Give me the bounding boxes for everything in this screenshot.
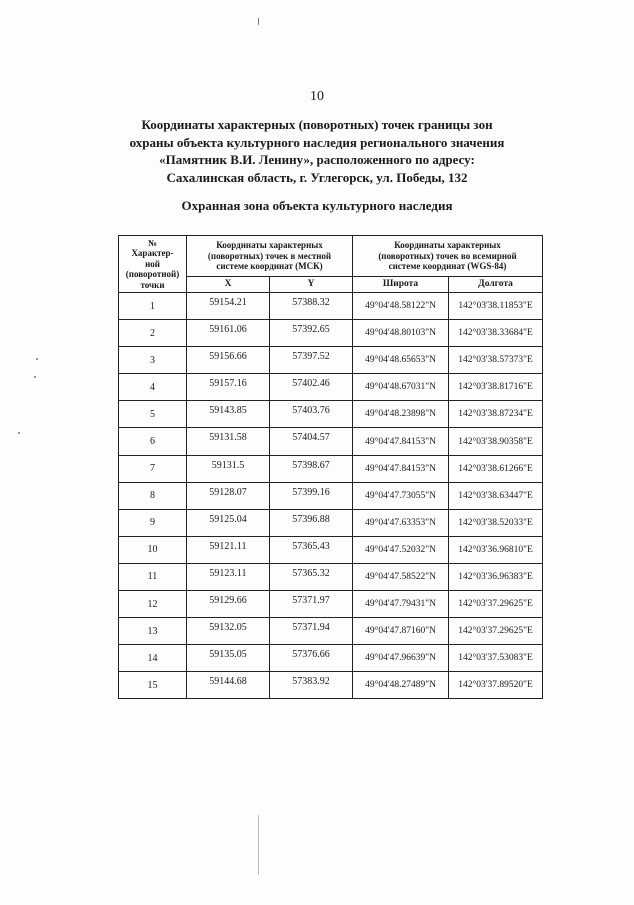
cell-x: 59132.05	[187, 618, 270, 645]
table-row	[119, 591, 543, 618]
cell-longitude: 142°03'38.87234"E	[449, 401, 543, 428]
title-line: Координаты характерных (поворотных) точек границы зон	[141, 117, 493, 132]
cell-x: 59121.11	[187, 536, 270, 563]
header-text: Характер-	[131, 248, 174, 259]
header-x: X	[187, 277, 270, 293]
header-global-coordinates	[353, 236, 543, 277]
cell-x: 59143.85	[187, 401, 270, 428]
cell-x: 59123.11	[187, 563, 270, 590]
cell-x: 59129.66	[187, 591, 270, 618]
cell-point-number: 15	[119, 672, 187, 699]
cell-x: 59157.16	[187, 374, 270, 401]
cell-latitude: 49°04'47.96639"N	[353, 645, 449, 672]
cell-y: 57399.16	[270, 482, 353, 509]
cell-point-number: 7	[119, 455, 187, 482]
table-row	[119, 374, 543, 401]
header-latitude: Широта	[353, 277, 449, 293]
cell-latitude: 49°04'47.79431"N	[353, 591, 449, 618]
cell-x: 59154.21	[187, 293, 270, 320]
cell-latitude: 49°04'47.84153"N	[353, 455, 449, 482]
cell-longitude: 142°03'38.81716"E	[449, 374, 543, 401]
cell-latitude: 49°04'48.58122"N	[353, 293, 449, 320]
header-point-number	[119, 236, 187, 293]
cell-y: 57396.88	[270, 509, 353, 536]
page-number: 10	[310, 89, 324, 104]
table-row	[119, 563, 543, 590]
cell-longitude: 142°03'38.90358"E	[449, 428, 543, 455]
cell-longitude: 142°03'37.29625"E	[449, 618, 543, 645]
cell-longitude: 142°03'38.57373"E	[449, 347, 543, 374]
table-row	[119, 672, 543, 699]
cell-x: 59144.68	[187, 672, 270, 699]
cell-y: 57365.32	[270, 563, 353, 590]
cell-point-number: 4	[119, 374, 187, 401]
cell-x: 59131.58	[187, 428, 270, 455]
cell-point-number: 10	[119, 536, 187, 563]
cell-point-number: 2	[119, 320, 187, 347]
cell-y: 57404.57	[270, 428, 353, 455]
cell-y: 57397.52	[270, 347, 353, 374]
cell-x: 59156.66	[187, 347, 270, 374]
cell-y: 57398.67	[270, 455, 353, 482]
title-line: Сахалинская область, г. Углегорск, ул. Победы, 132	[166, 169, 468, 185]
header-text: Координаты характерных	[394, 240, 501, 251]
coordinates-table-container	[118, 235, 542, 699]
header-text: №	[147, 237, 158, 248]
table-row	[119, 428, 543, 455]
cell-longitude: 142°03'36.96383"E	[449, 563, 543, 590]
cell-y: 57365.43	[270, 536, 353, 563]
cell-longitude: 142°03'37.29625"E	[449, 591, 543, 618]
cell-longitude: 142°03'36.96810"E	[449, 536, 543, 563]
header-text: Координаты характерных	[216, 240, 323, 251]
scan-speck	[36, 358, 38, 360]
cell-latitude: 49°04'47.63353"N	[353, 509, 449, 536]
cell-longitude: 142°03'37.53083"E	[449, 645, 543, 672]
header-text: ной	[145, 258, 160, 269]
cell-point-number: 1	[119, 293, 187, 320]
cell-y: 57383.92	[270, 672, 353, 699]
cell-x: 59161.06	[187, 320, 270, 347]
cell-point-number: 13	[119, 618, 187, 645]
table-row	[119, 482, 543, 509]
table-row	[119, 320, 543, 347]
scan-speck	[18, 432, 20, 434]
scan-speck	[258, 815, 259, 875]
cell-longitude: 142°03'38.61266"E	[449, 455, 543, 482]
cell-y: 57392.65	[270, 320, 353, 347]
coordinates-table	[118, 235, 543, 699]
table-row	[119, 455, 543, 482]
table-row	[119, 509, 543, 536]
cell-longitude: 142°03'38.52033"E	[449, 509, 543, 536]
title-line: «Памятник В.И. Ленину», расположенного по адресу:	[159, 152, 475, 167]
scan-speck	[34, 376, 36, 378]
cell-point-number: 3	[119, 347, 187, 374]
title-line: охраны объекта культурного наследия регионального значения	[129, 134, 505, 150]
cell-y: 57403.76	[270, 401, 353, 428]
table-row	[119, 347, 543, 374]
header-text: (поворотных) точек во всемирной	[378, 250, 517, 261]
cell-x: 59125.04	[187, 509, 270, 536]
header-local-coordinates	[187, 236, 353, 277]
cell-x: 59135.05	[187, 645, 270, 672]
table-row	[119, 645, 543, 672]
table-row	[119, 293, 543, 320]
cell-y: 57376.66	[270, 645, 353, 672]
header-longitude: Долгота	[449, 277, 543, 293]
document-title	[100, 116, 534, 186]
cell-latitude: 49°04'47.58522"N	[353, 563, 449, 590]
cell-latitude: 49°04'48.80103"N	[353, 320, 449, 347]
header-text: системе координат (МСК)	[216, 261, 323, 272]
cell-longitude: 142°03'38.11853"E	[449, 293, 543, 320]
cell-x: 59128.07	[187, 482, 270, 509]
header-text: системе координат (WGS-84)	[388, 261, 507, 272]
cell-latitude: 49°04'47.73055"N	[353, 482, 449, 509]
cell-latitude: 49°04'47.87160"N	[353, 618, 449, 645]
cell-x: 59131.5	[187, 455, 270, 482]
header-y: Y	[270, 277, 353, 293]
scan-speck	[258, 18, 259, 25]
header-text: (поворотных) точек в местной	[207, 250, 332, 261]
cell-latitude: 49°04'48.27489"N	[353, 672, 449, 699]
cell-latitude: 49°04'48.67031"N	[353, 374, 449, 401]
cell-latitude: 49°04'48.65653"N	[353, 347, 449, 374]
table-row	[119, 618, 543, 645]
cell-point-number: 8	[119, 482, 187, 509]
cell-longitude: 142°03'38.33684"E	[449, 320, 543, 347]
cell-y: 57371.97	[270, 591, 353, 618]
cell-point-number: 14	[119, 645, 187, 672]
cell-point-number: 12	[119, 591, 187, 618]
cell-point-number: 11	[119, 563, 187, 590]
cell-y: 57388.32	[270, 293, 353, 320]
section-subtitle: Охранная зона объекта культурного наследия	[181, 198, 453, 213]
header-text: точки	[140, 279, 165, 290]
cell-latitude: 49°04'48.23898"N	[353, 401, 449, 428]
cell-latitude: 49°04'47.84153"N	[353, 428, 449, 455]
table-row	[119, 536, 543, 563]
cell-y: 57402.46	[270, 374, 353, 401]
cell-point-number: 6	[119, 428, 187, 455]
header-text: (поворотной)	[125, 269, 180, 280]
cell-point-number: 5	[119, 401, 187, 428]
cell-latitude: 49°04'47.52032"N	[353, 536, 449, 563]
table-row	[119, 401, 543, 428]
cell-longitude: 142°03'37.89520"E	[449, 672, 543, 699]
cell-point-number: 9	[119, 509, 187, 536]
cell-y: 57371.94	[270, 618, 353, 645]
cell-longitude: 142°03'38.63447"E	[449, 482, 543, 509]
